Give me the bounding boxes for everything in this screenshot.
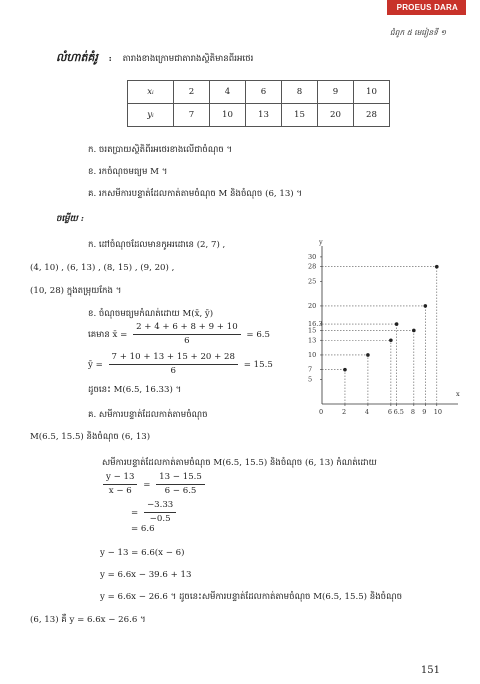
solution-label: ចម្លើយ : [56,214,84,224]
table-cell: 9 [318,81,354,104]
slope-step2-denominator: −0.5 [149,514,171,524]
example-colon: : [108,54,112,64]
y-tick-label: 15 [308,326,317,335]
solution-c-line1: គ. សមីការបន្ទាត់ដែលកាត់តាមចំណុច [88,410,208,420]
page-number: 151 [420,665,440,676]
ybar-formula [88,352,273,377]
table-row [128,104,390,127]
y-tick-label: 28 [308,262,317,271]
slope-step2-numerator: −3.33 [144,500,176,513]
mean-point [395,322,399,326]
solution-c-line3: សមីការបន្ទាត់ដែលកាត់តាមចំណុច M(6.5, 15.5) និងចំណុច (6, 13) កំណត់ដោយ [102,458,377,468]
y-axis-label: y [319,238,323,246]
x-tick-label: 4 [364,408,370,416]
x-tick-label: 10 [433,408,443,416]
table-cell: 28 [354,104,390,127]
equals-sign: = [131,508,139,518]
slope-right-denominator: 6 − 6.5 [164,486,197,496]
y-tick-label: 10 [308,350,317,359]
table-cell: 4 [210,81,246,104]
ybar-lead: ȳ = [88,360,103,370]
slope-step2 [131,500,179,525]
table-cell: 15 [282,104,318,127]
equals-sign: = [143,480,151,490]
equation-line3: y = 6.6x − 26.6 ។ ដូចនេះសមីការបន្ទាត់ដែលកាត់តាមចំណុច M(6.5, 15.5) និងចំណុច [100,592,403,602]
ybar-fraction [109,352,238,377]
question-c: គ. រកសមីការបន្ទាត់ដែលកាត់តាមចំណុច M និងចំណុច (6, 13) ។ [88,189,303,199]
slope-left-fraction [103,472,137,497]
table-head-y: yᵢ [128,104,174,127]
solution-b-line1: ខ. ចំណុចមធ្យមកំណត់ដោយ M(x̄, ȳ) [88,309,214,319]
slope-left-numerator: y − 13 [103,472,137,485]
solution-c-line2: M(6.5, 15.5) និងចំណុច (6, 13) [30,432,151,442]
x-tick-label: 2 [341,408,347,416]
x-axis-label: x [456,390,460,398]
chapter-header: ជំពូក ៥ មេរៀនទី ១ [389,28,446,37]
table-cell: 10 [210,104,246,127]
solution-a-line3: (10, 28) ក្នុងតម្រុយកែង ។ [30,286,122,296]
x-tick-label: 8 [410,408,415,416]
y-tick-label: 7 [308,365,313,374]
table-cell: 6 [246,81,282,104]
ybar-result: = 15.5 [243,360,273,370]
xbar-numerator: 2 + 4 + 6 + 8 + 9 + 10 [133,322,241,335]
equation-line1: y − 13 = 6.6(x − 6) [100,548,185,558]
equation-line4: (6, 13) គឺ y = 6.6x − 26.6 ។ [30,615,146,625]
question-b: ខ. រកចំណុចមធ្យម M ។ [88,167,168,177]
table-cell: 13 [246,104,282,127]
y-tick-label: 16.3 [308,320,323,329]
xbar-result: = 6.5 [246,330,271,340]
data-point [343,368,347,372]
solution-a-line2: (4, 10) , (6, 13) , (8, 15) , (9, 20) , [30,263,175,273]
y-tick-label: 25 [308,277,317,286]
solution-b-conclusion: ដូចនេះ M(6.5, 16.33) ។ [88,385,182,395]
y-tick-label: 20 [308,301,317,310]
table-row [128,81,390,104]
x-tick-label: 6 [387,408,393,416]
xbar-fraction [133,322,241,347]
table-cell: 2 [174,81,210,104]
slope-step2-fraction [144,500,176,525]
slope-right-numerator: 13 − 15.5 [156,472,205,485]
x-tick-label: 9 [422,408,427,416]
xbar-lead: គេមាន x̄ = [88,330,128,340]
xbar-denominator: 6 [184,336,190,346]
y-tick-label: 30 [308,252,317,261]
table-cell: 10 [354,81,390,104]
example-intro: តារាងខាងក្រោមជាតារាងស្ថិតិមានពីរអថេរ [122,54,254,64]
y-tick-label: 5 [308,375,313,384]
example-label: លំហាត់គំរូ [56,51,98,64]
data-table [127,80,390,127]
data-point [435,265,439,269]
slope-left-denominator: x − 6 [108,486,132,496]
example-heading [56,52,253,65]
table-cell: 8 [282,81,318,104]
ybar-denominator: 6 [170,366,176,376]
origin-label: 0 [319,408,324,416]
y-tick-label: 13 [308,336,317,345]
brand-label: PROEUS DARA [387,0,466,15]
slope-right-fraction [156,472,205,497]
scatter-chart [302,238,462,420]
slope-step3: = 6.6 [131,524,155,534]
data-point [366,353,370,357]
equation-line2: y = 6.6x − 39.6 + 13 [100,570,192,580]
table-cell: 7 [174,104,210,127]
table-head-x: xᵢ [128,81,174,104]
xbar-formula [88,322,270,347]
x-tick-label: 6.5 [393,408,404,416]
data-point [389,338,393,342]
slope-step1 [100,472,208,497]
data-point [412,329,416,333]
data-point [424,304,428,308]
solution-a-line1: ក. ដៅចំណុចដែលមានកូអរដោនេ (2, 7) , [88,240,226,250]
question-a: ក. ចរតប្រាយស្ថិតិពីរអថេរខាងលើជាចំណុច ។ [88,145,233,155]
ybar-numerator: 7 + 10 + 13 + 15 + 20 + 28 [109,352,238,365]
table-cell: 20 [318,104,354,127]
